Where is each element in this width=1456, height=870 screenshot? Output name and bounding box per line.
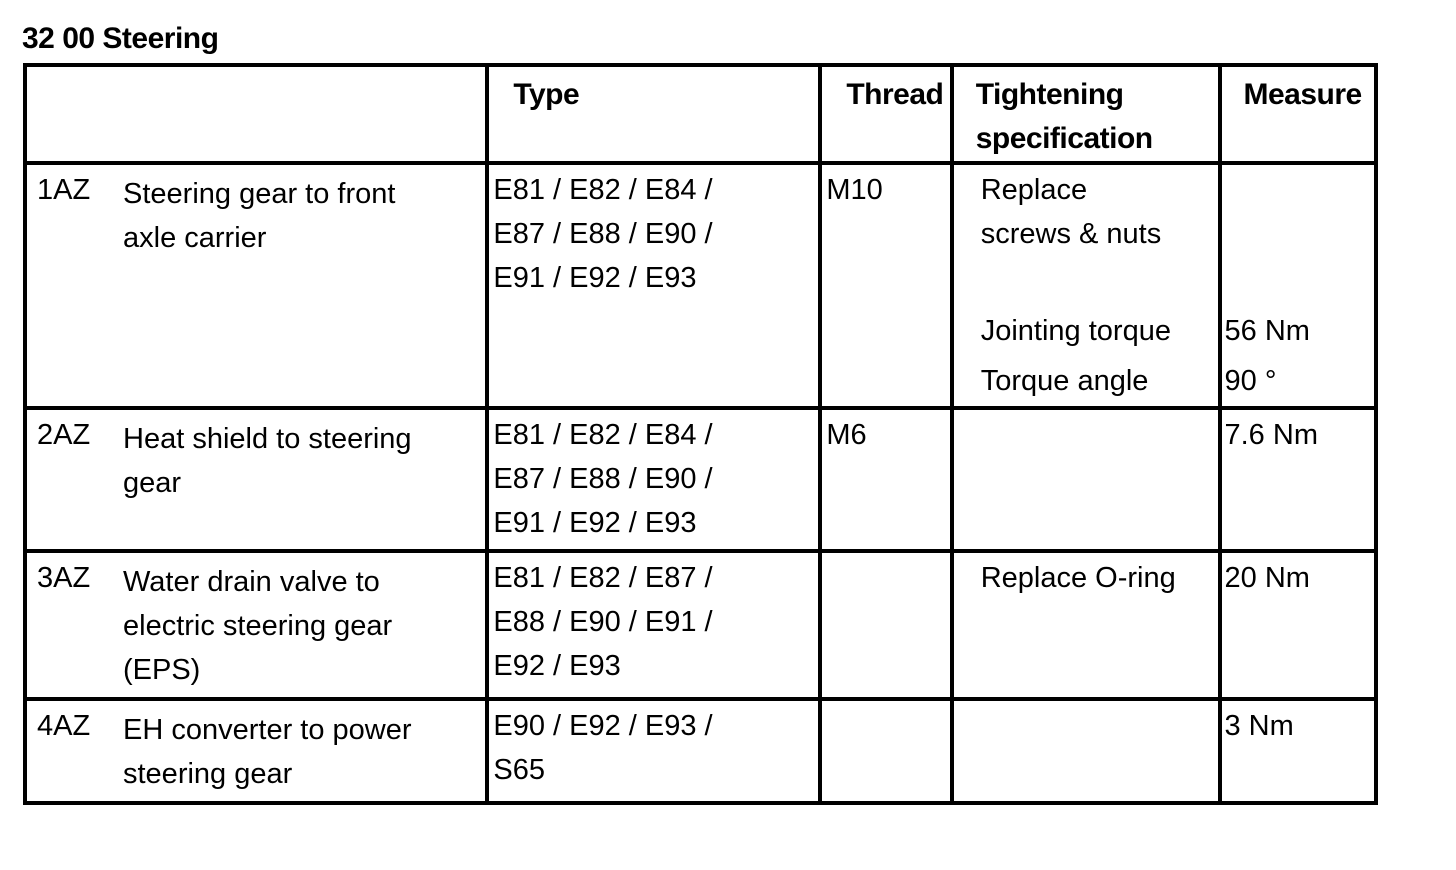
spec-line: screws & nuts xyxy=(980,218,1162,250)
item-description-line: axle carrier xyxy=(123,222,267,254)
item-code: 1AZ xyxy=(37,174,91,206)
table-header-row xyxy=(25,65,1376,163)
header-measure xyxy=(1220,65,1377,163)
type-line: E92 / E93 xyxy=(493,650,621,682)
thread-cell: M10 xyxy=(820,163,951,408)
item-description-line: electric steering gear xyxy=(123,610,393,642)
item-cell xyxy=(25,551,487,699)
type-cell xyxy=(487,551,820,699)
header-thread xyxy=(820,65,951,163)
header-type xyxy=(487,65,820,163)
thread-cell xyxy=(820,551,951,699)
table-row xyxy=(25,699,1376,803)
type-cell xyxy=(487,408,820,551)
spec-step-label: Torque angle xyxy=(980,365,1149,397)
measure-value: 90 ° xyxy=(1224,365,1277,397)
header-measure-label: Measure xyxy=(1243,78,1362,111)
torque-spec-table xyxy=(23,63,1378,805)
type-line: E91 / E92 / E93 xyxy=(493,262,697,294)
item-description-line: EH converter to power xyxy=(123,714,412,746)
item-description xyxy=(123,704,485,796)
item-cell xyxy=(25,163,487,408)
item-cell xyxy=(25,699,487,803)
measure-cell: 20 Nm xyxy=(1220,551,1377,699)
item-description-line: Steering gear to front xyxy=(123,178,396,210)
item-description xyxy=(123,168,485,260)
page-title: 32 00 Steering xyxy=(22,22,219,55)
type-line: E88 / E90 / E91 / xyxy=(493,606,713,638)
type-line: E91 / E92 / E93 xyxy=(493,507,697,539)
type-line: E81 / E82 / E84 / xyxy=(493,174,713,206)
measure-spacer xyxy=(1225,168,1375,306)
type-line: E87 / E88 / E90 / xyxy=(493,218,713,250)
type-line: E87 / E88 / E90 / xyxy=(493,463,713,495)
tightening-spec-cell xyxy=(952,699,1220,803)
type-cell xyxy=(487,699,820,803)
item-description-line: gear xyxy=(123,467,182,499)
thread-cell: M6 xyxy=(820,408,951,551)
item-description-line: Heat shield to steering xyxy=(123,423,412,455)
header-thread-label: Thread xyxy=(846,78,944,111)
spec-spacer xyxy=(981,256,1218,306)
item-description xyxy=(123,556,485,692)
type-line: S65 xyxy=(493,754,545,786)
item-cell xyxy=(25,408,487,551)
thread-cell xyxy=(820,699,951,803)
spec-step-label: Jointing torque xyxy=(980,315,1171,347)
type-cell xyxy=(487,163,820,408)
header-tightening-line2: specification xyxy=(975,122,1153,155)
header-tightening-line1: Tightening xyxy=(975,78,1124,111)
item-code: 2AZ xyxy=(37,419,91,451)
header-type-label: Type xyxy=(513,78,580,111)
table-row xyxy=(25,163,1376,408)
measure-cell xyxy=(1220,163,1377,408)
table-row xyxy=(25,408,1376,551)
measure-cell: 7.6 Nm xyxy=(1220,408,1377,551)
type-line: E81 / E82 / E84 / xyxy=(493,419,713,451)
type-line: E81 / E82 / E87 / xyxy=(493,562,713,594)
tightening-spec-cell xyxy=(952,163,1220,408)
item-description-line: (EPS) xyxy=(123,654,201,686)
item-description-line: Water drain valve to xyxy=(123,566,380,598)
tightening-spec-cell xyxy=(952,408,1220,551)
tightening-spec-cell: Replace O-ring xyxy=(952,551,1220,699)
item-code: 3AZ xyxy=(37,562,91,594)
measure-value: 56 Nm xyxy=(1224,315,1310,347)
table-row xyxy=(25,551,1376,699)
item-code: 4AZ xyxy=(37,710,91,742)
header-item xyxy=(25,65,487,163)
item-description xyxy=(123,413,485,505)
type-line: E90 / E92 / E93 / xyxy=(493,710,713,742)
header-tightening-specification xyxy=(952,65,1220,163)
spec-line: Replace xyxy=(980,174,1088,206)
item-description-line: steering gear xyxy=(123,758,293,790)
measure-cell: 3 Nm xyxy=(1220,699,1377,803)
